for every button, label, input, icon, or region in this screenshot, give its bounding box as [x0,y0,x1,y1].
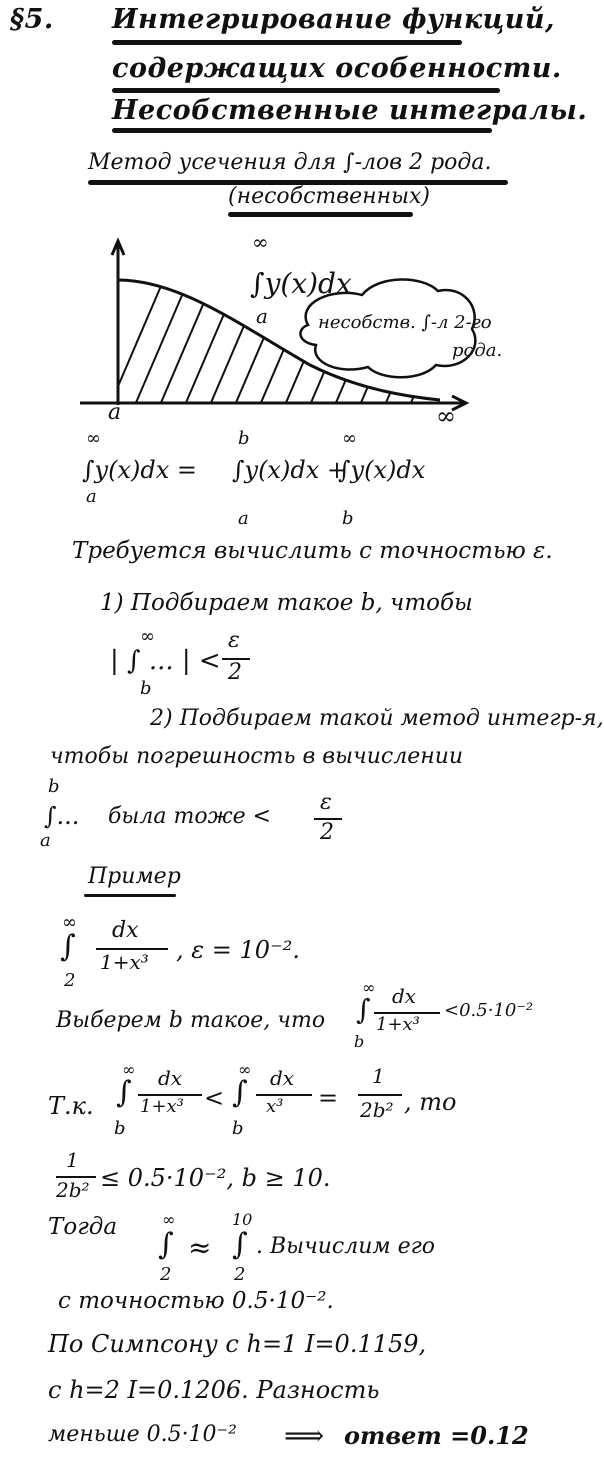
tk-integral-sign-2: ∫ [232,1075,248,1110]
example-den: 1+x³ [100,950,149,974]
cond-den: 2b² [56,1178,90,1202]
title-line-3: Несобственные интегралы. [112,95,588,126]
result-text: меньше 0.5·10⁻² [48,1422,237,1447]
tk-upper-1: ∞ [122,1060,136,1079]
split-lhs: ∫y(x)dx = [82,456,197,484]
title-underline-3 [112,128,492,133]
simpson-line-1: По Симпсону с h=1 I=0.1159, [48,1330,427,1358]
step2-upper: b [48,776,60,797]
tk-den-2: x³ [266,1096,284,1117]
split-rhs-upper: ∞ [342,428,357,449]
tk-upper-2: ∞ [238,1060,252,1079]
split-mid: ∫y(x)dx + [232,456,347,484]
cloud-text-2: рода. [452,340,503,361]
title-line-2: содержащих особенности. [112,53,562,84]
tk-frac-den: 2b² [360,1098,394,1122]
fig-integral-upper: ∞ [252,230,269,254]
tk-tail: , то [404,1088,457,1116]
section-number: §5. [10,4,54,35]
then-integral-sign-1: ∫ [158,1227,174,1262]
cond-num: 1 [66,1148,79,1172]
tk-lower-1: b [114,1118,126,1139]
simpson-line-2: с h=2 I=0.1206. Разность [48,1376,380,1404]
split-mid-lower: a [238,508,249,529]
step2-tail: была тоже < [108,804,272,829]
example-int-lower: 2 [64,970,76,991]
step2-line-1: 2) Подбираем такой метод интегр-я, [150,706,604,731]
step1-upper: ∞ [140,626,155,647]
step2-frac-den: 2 [320,820,334,845]
tk-frac-bar [358,1094,402,1096]
implies-arrow: ⟹ [284,1419,325,1452]
title-line-1: Интегрирование функций, [112,4,555,35]
step2-line-2: чтобы погрешность в вычислении [50,744,464,769]
step1-frac-den: 2 [228,660,242,685]
choose-den: 1+x³ [376,1014,420,1035]
choose-text: Выберем b такое, что [56,1008,326,1033]
example-int-upper: ∞ [62,912,77,933]
axis-label-infinity: ∞ [436,402,456,430]
step1-frac-num: ε [228,628,240,653]
method-subheading: Метод усечения для ∫-лов 2 рода. [88,150,492,175]
example-num: dx [112,918,139,943]
example-integral-sign: ∫ [60,929,76,964]
example-title-underline [84,894,176,897]
step1-lower: b [140,678,152,699]
then-upper-1: ∞ [162,1210,176,1229]
choose-upper: ∞ [362,978,376,997]
tk-num-2: dx [270,1066,295,1090]
step1-formula: | ∫ ... | < [110,646,221,676]
split-mid-upper: b [238,428,250,449]
split-lhs-upper: ∞ [86,428,101,449]
tk-less-than: < [204,1084,225,1112]
then-lower-2: 2 [234,1264,246,1285]
tk-prefix: Т.к. [48,1092,94,1120]
requirement-text: Требуется вычислить с точностью ε. [72,538,553,564]
subheading-paren-underline [228,212,413,217]
split-rhs: ∫y(x)dx [338,456,426,484]
choose-num: dx [392,984,417,1008]
step2-lower: a [40,830,51,851]
step1-text: 1) Подбираем такое b, чтобы [100,590,473,616]
tk-num-1: dx [158,1066,183,1090]
choose-tail: <0.5·10⁻² [444,1000,534,1021]
step2-frac-num: ε [320,790,332,815]
axis-label-a: a [108,400,122,425]
choose-integral-sign: ∫ [356,993,371,1026]
tk-integral-sign-1: ∫ [116,1075,132,1110]
subheading-paren: (несобственных) [228,184,430,209]
fig-integral: ∫y(x)dx [250,267,352,300]
then-approx: ≈ [188,1231,212,1264]
tk-lower-2: b [232,1118,244,1139]
answer-text: ответ =0.12 [344,1421,529,1450]
then-upper-2: 10 [232,1210,253,1229]
example-title: Пример [88,864,181,889]
tk-frac-num: 1 [372,1064,385,1088]
accuracy-text: с точностью 0.5·10⁻². [58,1288,334,1314]
step2-integral: ∫... [44,802,80,830]
then-integral-sign-2: ∫ [232,1227,248,1262]
tk-den-1: 1+x³ [140,1096,184,1117]
choose-lower: b [354,1032,365,1051]
fig-integral-lower: a [256,304,268,328]
title-underline-1 [112,40,462,45]
example-eps: , ε = 10⁻². [176,936,300,964]
split-rhs-lower: b [342,508,354,529]
then-tail: . Вычислим его [256,1234,436,1259]
split-lhs-lower: a [86,486,97,507]
tk-frac-bar-2 [256,1094,312,1096]
cloud-text-1: несобств. ∫-л 2-го [318,312,492,333]
then-word: Тогда [48,1214,118,1240]
title-underline-2 [112,88,500,93]
tk-equals: = [318,1084,339,1112]
then-lower-1: 2 [160,1264,172,1285]
cond-tail: ≤ 0.5·10⁻², b ≥ 10. [100,1164,331,1192]
